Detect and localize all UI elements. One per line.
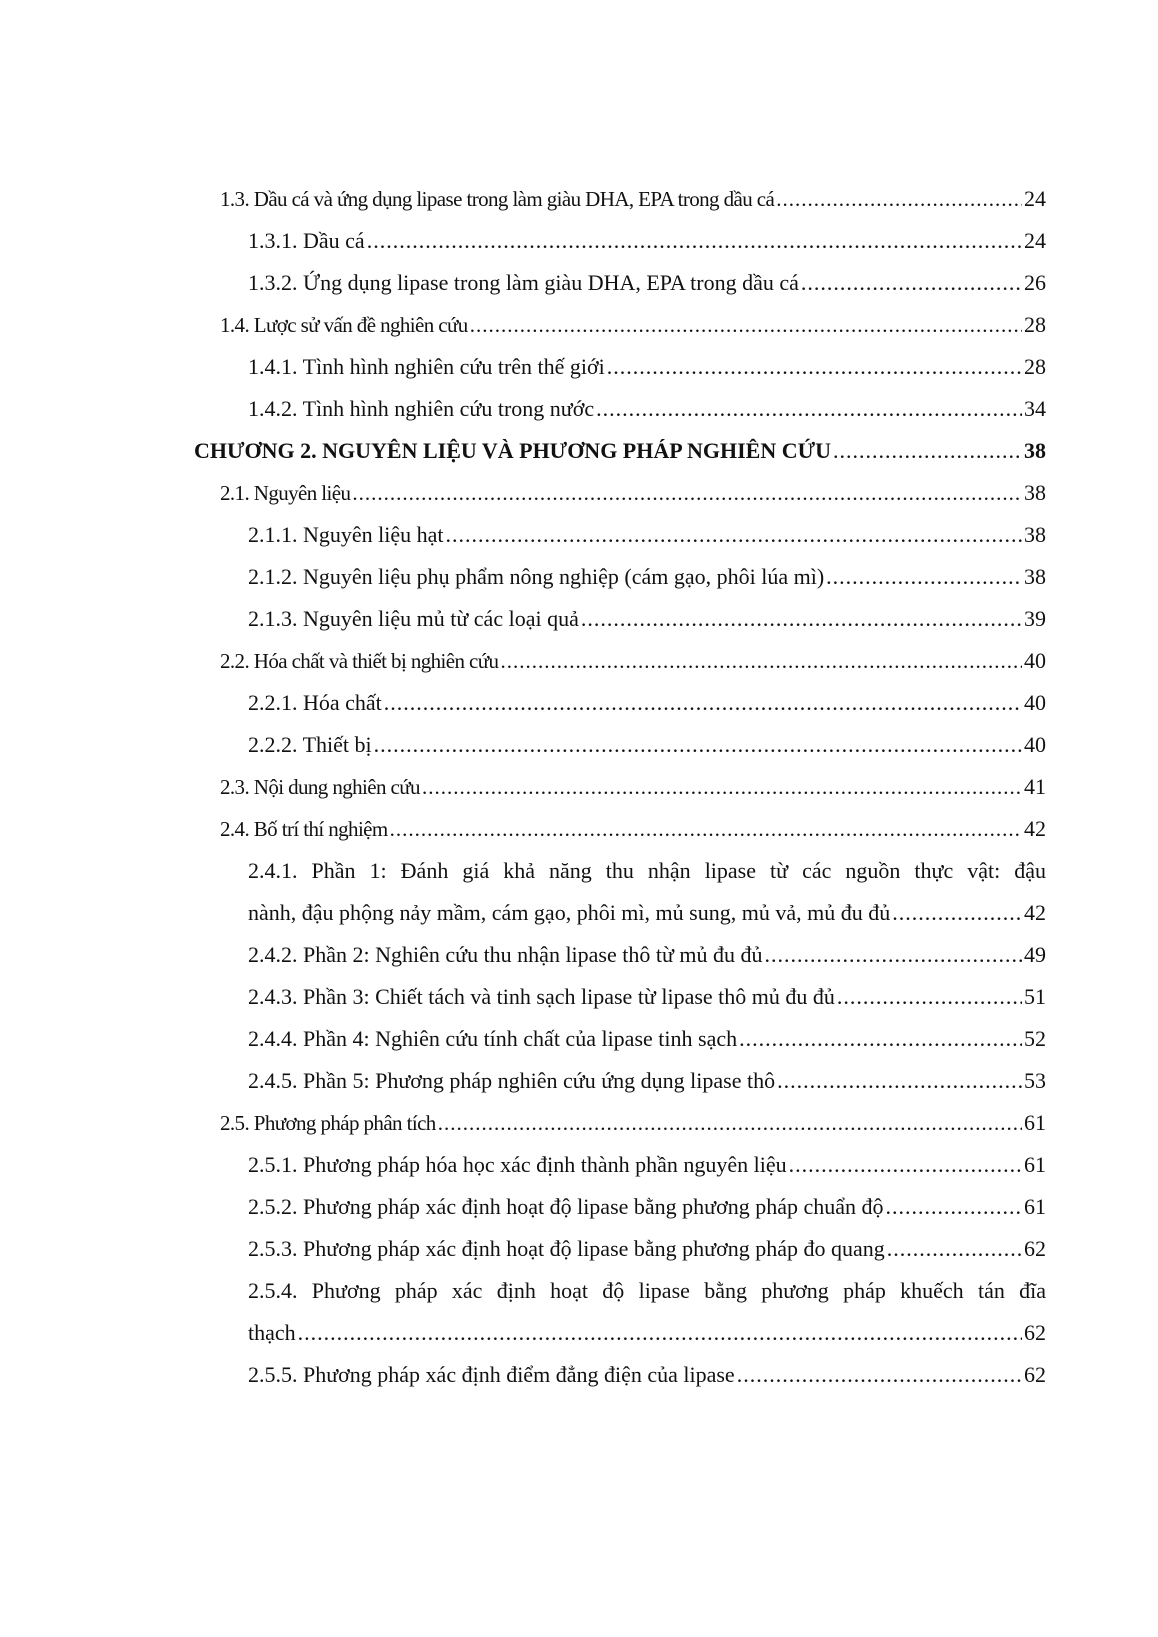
- toc-page-number: 38: [1024, 480, 1046, 505]
- toc-page-number: 51: [1024, 984, 1046, 1009]
- toc-entry[interactable]: [0, 1059, 1158, 1103]
- dot-leader: [446, 513, 1022, 557]
- dot-leader: [737, 1353, 1022, 1397]
- dot-leader: [374, 723, 1022, 767]
- toc-entry-title: 2.5.4. Phương pháp xác định hoạt độ lipase bằng phương pháp khuếch tán đĩa: [248, 1278, 1046, 1303]
- toc-entry-title: 2.1.2. Nguyên liệu phụ phẩm nông nghiệp (cám gạo, phôi lúa mì): [248, 564, 825, 589]
- toc-entry-title: 2.2.2. Thiết bị: [248, 732, 372, 757]
- toc-entry-title: 2.5.5. Phương pháp xác định điểm đẳng điện của lipase: [248, 1362, 735, 1387]
- toc-entry[interactable]: [0, 933, 1158, 977]
- toc-entry[interactable]: [0, 471, 1158, 515]
- toc-entry[interactable]: [0, 555, 1158, 599]
- toc-chapter-entry[interactable]: [0, 429, 1158, 473]
- dot-leader: [887, 1227, 1022, 1271]
- toc-entry-title: 2.4.5. Phần 5: Phương pháp nghiên cứu ứng dụng lipase thô: [248, 1068, 776, 1093]
- toc-page-number: 38: [1024, 522, 1046, 547]
- toc-entry[interactable]: [0, 1269, 1158, 1313]
- toc-entry[interactable]: [0, 261, 1158, 305]
- toc-entry-title: 2.2.1. Hóa chất: [248, 690, 382, 715]
- toc-page-number: 61: [1024, 1110, 1046, 1135]
- toc-page-number: 40: [1024, 690, 1046, 715]
- toc-entry-title: 1.4.2. Tình hình nghiên cứu trong nước: [248, 396, 595, 421]
- toc-entry[interactable]: [0, 1143, 1158, 1187]
- dot-leader: [470, 303, 1022, 347]
- dot-leader: [500, 639, 1022, 683]
- toc-entry-title: 2.4.4. Phần 4: Nghiên cứu tính chất của lipase tinh sạch: [248, 1026, 738, 1051]
- toc-entry[interactable]: [0, 975, 1158, 1019]
- toc-page-number: 62: [1024, 1362, 1046, 1387]
- toc-entry-title: 2.5.2. Phương pháp xác định hoạt độ lipase bằng phương pháp chuẩn độ: [248, 1194, 884, 1219]
- toc-entry-title: 2.1. Nguyên liệu: [220, 481, 351, 505]
- toc-entry[interactable]: [0, 387, 1158, 431]
- toc-page-number: 26: [1024, 270, 1046, 295]
- dot-leader: [765, 933, 1022, 977]
- toc-entry[interactable]: [0, 723, 1158, 767]
- toc-entry[interactable]: [0, 219, 1158, 263]
- dot-leader: [739, 1017, 1022, 1061]
- toc-page-number: 24: [1024, 186, 1046, 211]
- dot-leader: [826, 555, 1022, 599]
- toc-page-number: 41: [1024, 774, 1046, 799]
- toc-page-number: 38: [1024, 438, 1046, 463]
- toc-entry-continuation[interactable]: [0, 1311, 1158, 1355]
- toc-entry-title: 1.3.2. Ứng dụng lipase trong làm giàu DHA, EPA trong dầu cá: [248, 270, 799, 295]
- toc-entry-title: thạch: [248, 1320, 296, 1345]
- toc-entry-title: 2.5. Phương pháp phân tích: [220, 1111, 436, 1135]
- toc-entry-title: 1.3.1. Dầu cá: [248, 228, 365, 253]
- dot-leader: [390, 807, 1022, 851]
- toc-entry[interactable]: [0, 639, 1158, 683]
- dot-leader: [422, 765, 1022, 809]
- toc-entry-title: 2.1.3. Nguyên liệu mủ từ các loại quả: [248, 606, 579, 631]
- toc-page-number: 62: [1024, 1236, 1046, 1261]
- dot-leader: [776, 177, 1022, 221]
- toc-page-number: 39: [1024, 606, 1046, 631]
- toc-entry-title: 1.4.1. Tình hình nghiên cứu trên thế giới: [248, 354, 605, 379]
- dot-leader: [837, 975, 1022, 1019]
- toc-entry-title: CHƯƠNG 2. NGUYÊN LIỆU VÀ PHƯƠNG PHÁP NGHIÊN CỨU: [194, 438, 831, 463]
- toc-page-number: 61: [1024, 1152, 1046, 1177]
- toc-entry[interactable]: [0, 849, 1158, 893]
- toc-page-number: 61: [1024, 1194, 1046, 1219]
- dot-leader: [801, 261, 1022, 305]
- toc-entry[interactable]: [0, 177, 1158, 221]
- toc-entry-title: nành, đậu phộng nảy mầm, cám gạo, phôi mì, mủ sung, mủ vả, mủ đu đủ: [248, 900, 891, 925]
- toc-entry[interactable]: [0, 765, 1158, 809]
- toc-entry[interactable]: [0, 597, 1158, 641]
- toc-page-number: 62: [1024, 1320, 1046, 1345]
- toc-entry-title: 2.4.2. Phần 2: Nghiên cứu thu nhận lipase thô từ mủ đu đủ: [248, 942, 763, 967]
- toc-page-number: 52: [1024, 1026, 1046, 1051]
- dot-leader: [596, 387, 1022, 431]
- toc-entry[interactable]: [0, 345, 1158, 389]
- toc-page-number: 49: [1024, 942, 1046, 967]
- dot-leader: [438, 1101, 1022, 1145]
- toc-entry-title: 1.4. Lược sử vấn đề nghiên cứu: [220, 313, 468, 337]
- dot-leader: [352, 471, 1022, 515]
- dot-leader: [777, 1059, 1022, 1103]
- toc-page-number: 28: [1024, 354, 1046, 379]
- toc-page-number: 34: [1024, 396, 1046, 421]
- toc-page-number: 38: [1024, 564, 1046, 589]
- dot-leader: [298, 1311, 1022, 1355]
- toc-entry-title: 2.5.1. Phương pháp hóa học xác định thành phần nguyên liệu: [248, 1152, 787, 1177]
- dot-leader: [833, 429, 1022, 473]
- toc-entry-title: 2.3. Nội dung nghiên cứu: [220, 775, 420, 799]
- toc-entry[interactable]: [0, 303, 1158, 347]
- toc-entry-title: 2.4.3. Phần 3: Chiết tách và tinh sạch lipase từ lipase thô mủ đu đủ: [248, 984, 835, 1009]
- toc-entry[interactable]: [0, 1227, 1158, 1271]
- toc-entry-title: 2.4. Bố trí thí nghiệm: [220, 817, 388, 841]
- toc-entry-title: 2.5.3. Phương pháp xác định hoạt độ lipase bằng phương pháp đo quang: [248, 1236, 885, 1261]
- dot-leader: [607, 345, 1022, 389]
- toc-entry-title: 1.3. Dầu cá và ứng dụng lipase trong làm giàu DHA, EPA trong dầu cá: [220, 187, 775, 211]
- toc-page-number: 42: [1024, 816, 1046, 841]
- toc-entry[interactable]: [0, 1185, 1158, 1229]
- toc-page-number: 24: [1024, 228, 1046, 253]
- toc-entry[interactable]: [0, 807, 1158, 851]
- toc-entry[interactable]: [0, 1017, 1158, 1061]
- dot-leader: [892, 891, 1022, 935]
- toc-entry-title: 2.4.1. Phần 1: Đánh giá khả năng thu nhận lipase từ các nguồn thực vật: đậu: [248, 858, 1046, 883]
- toc-page-number: 53: [1024, 1068, 1046, 1093]
- toc-page-number: 40: [1024, 732, 1046, 757]
- toc-entry[interactable]: [0, 1353, 1158, 1397]
- toc-entry-continuation[interactable]: [0, 891, 1158, 935]
- toc-entry[interactable]: [0, 681, 1158, 725]
- dot-leader: [789, 1143, 1022, 1187]
- dot-leader: [367, 219, 1022, 263]
- dot-leader: [384, 681, 1022, 725]
- toc-entry[interactable]: [0, 1101, 1158, 1145]
- toc-page-number: 40: [1024, 648, 1046, 673]
- toc-entry-title: 2.1.1. Nguyên liệu hạt: [248, 522, 444, 547]
- toc-page-number: 42: [1024, 900, 1046, 925]
- dot-leader: [886, 1185, 1022, 1229]
- dot-leader: [581, 597, 1022, 641]
- toc-entry-title: 2.2. Hóa chất và thiết bị nghiên cứu: [220, 649, 499, 673]
- toc-page-number: 28: [1024, 312, 1046, 337]
- toc-entry[interactable]: [0, 513, 1158, 557]
